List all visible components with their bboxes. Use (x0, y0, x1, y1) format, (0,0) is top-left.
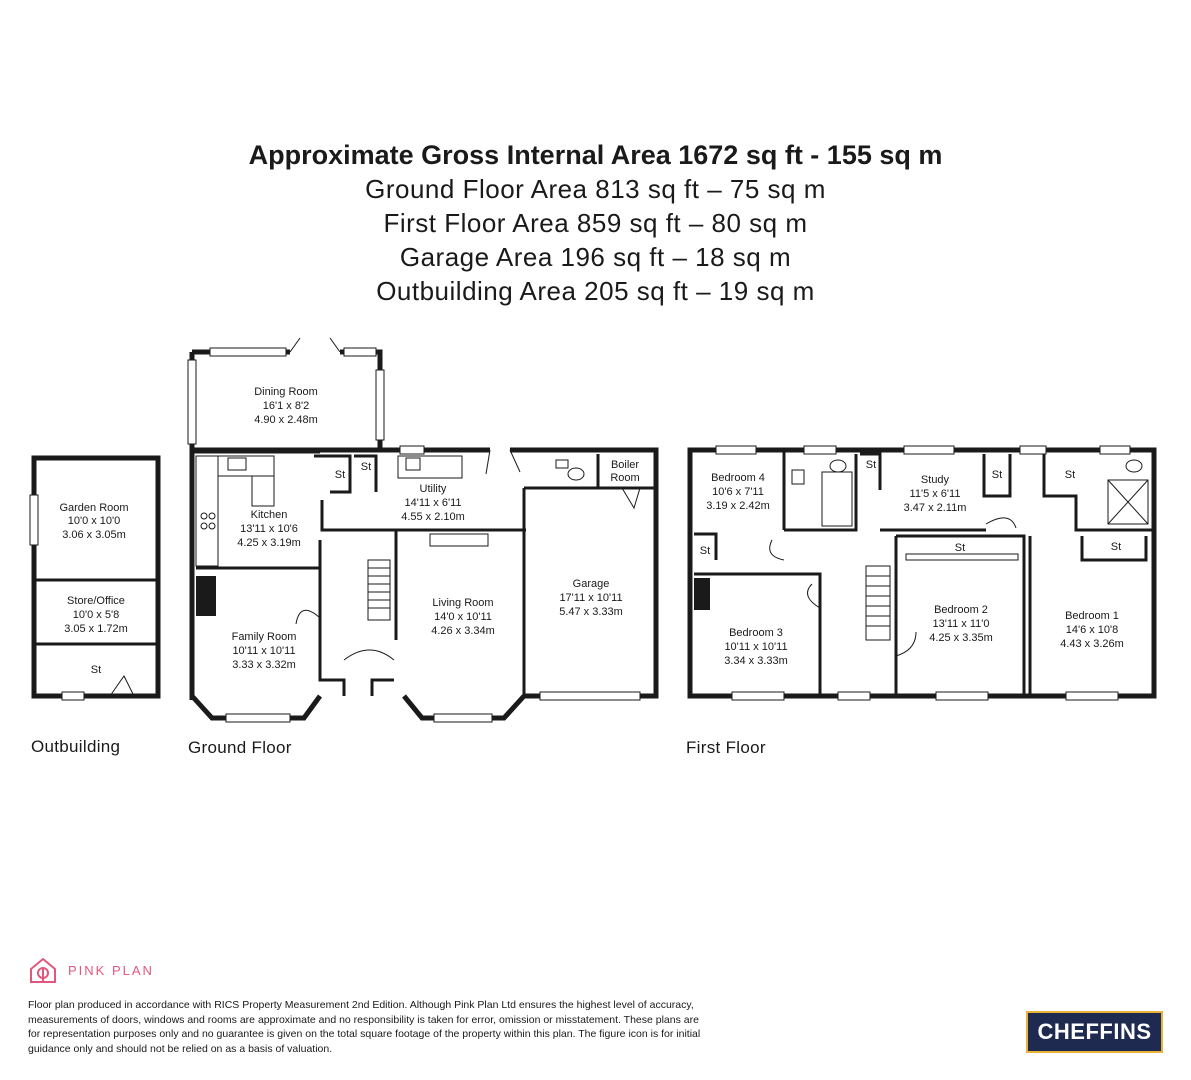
bedroom4-imperial: 10'6 x 7'11 (712, 486, 764, 498)
living-room-imperial: 14'0 x 10'11 (434, 611, 492, 623)
stair-treads (866, 576, 890, 626)
ground-floor-area: Ground Floor Area 813 sq ft – 75 sq m (365, 174, 826, 204)
dining-french-doors (290, 338, 340, 352)
garage-area: Garage Area 196 sq ft – 18 sq m (399, 242, 792, 272)
study-imperial: 11'5 x 6'11 (909, 488, 961, 500)
utility-metric: 4.55 x 2.10m (401, 511, 465, 523)
bedroom1-store-label: St (1110, 541, 1122, 553)
bedroom2-store-label: St (954, 542, 966, 554)
family-room-fireplace (196, 576, 216, 616)
bedroom2-door (896, 632, 916, 656)
ground-floor-label: Ground Floor (188, 738, 292, 757)
bedroom3-chimney (694, 578, 710, 610)
family-room-bay-window (226, 714, 290, 722)
utility-sink (406, 458, 420, 470)
garage-metric: 5.47 x 3.33m (559, 606, 623, 618)
bedroom2-wardrobe (906, 554, 1018, 560)
hob-ring (209, 513, 215, 519)
bedroom4-name: Bedroom 4 (711, 472, 765, 484)
outbuilding-door-swing (110, 676, 134, 696)
bathroom-bath (822, 472, 852, 526)
dining-window (188, 360, 196, 444)
utility-window (400, 446, 424, 454)
outbuilding-outline (34, 458, 158, 696)
disclaimer-text: Floor plan produced in accordance with RICS Property Measurement 2nd Edition. Although Pink Plan Ltd ensures the highest level of accuracy, measurements of doors, windows and rooms are approximate and no responsibility is taken for error, omission or misstatement. These plans are for representation purposes only and no guarantee is given on the total square footage of the property within this plan. The figure icon is for initial guidance only and should not be relied on as a basis of valuation. (28, 999, 701, 1055)
total-area-title: Approximate Gross Internal Area 1672 sq ft - 155 sq m (248, 140, 943, 170)
store-office-imperial: 10'0 x 5'8 (72, 609, 120, 621)
bedroom2-imperial: 13'11 x 11'0 (932, 618, 990, 630)
first-floor-window (732, 692, 784, 700)
hob-ring (201, 513, 207, 519)
ensuite-toilet (1126, 460, 1142, 472)
dining-window (376, 370, 384, 440)
study-name: Study (920, 474, 950, 486)
bedroom3-door (808, 584, 821, 608)
store-office-name: Store/Office (67, 595, 125, 607)
boiler-room-name-2: Room (610, 472, 640, 484)
bedroom1-metric: 4.43 x 3.26m (1060, 638, 1124, 650)
bedroom4-store-label: St (699, 545, 711, 557)
utility-imperial: 14'11 x 6'11 (404, 497, 462, 509)
ensuite-store-label: St (1064, 469, 1076, 481)
boiler-door (622, 488, 640, 508)
garage-name: Garage (572, 578, 610, 590)
kitchen-name: Kitchen (250, 509, 288, 521)
first-floor-store-label: St (865, 459, 877, 471)
family-room-name: Family Room (231, 631, 297, 643)
bathroom-walls (784, 454, 856, 530)
bedroom1-imperial: 14'6 x 10'8 (1065, 624, 1119, 636)
front-door (344, 650, 394, 660)
bedroom4-door (770, 540, 784, 560)
bedroom3-imperial: 10'11 x 10'11 (724, 641, 788, 653)
first-floor-window (936, 692, 988, 700)
outbuilding-label: Outbuilding (31, 737, 121, 756)
pink-plan-house-icon (28, 955, 58, 985)
ground-store-label: St (334, 469, 346, 481)
store-office-metric: 3.05 x 1.72m (64, 623, 128, 635)
utility-worktop (398, 456, 462, 478)
living-room-bay-window (434, 714, 492, 722)
hob-ring (209, 523, 215, 529)
outbuilding-window (62, 692, 84, 700)
garden-room-metric: 3.06 x 3.05m (62, 529, 126, 541)
hob-ring (201, 523, 207, 529)
bedroom1-name: Bedroom 1 (1065, 610, 1119, 622)
garden-room-name: Garden Room (59, 502, 129, 514)
dining-window (344, 348, 376, 356)
first-floor-stairs (866, 566, 890, 640)
first-floor-area: First Floor Area 859 sq ft – 80 sq m (383, 208, 808, 238)
cheffins-logo: CHEFFINS (1026, 1011, 1163, 1053)
garage-imperial: 17'11 x 10'11 (559, 592, 623, 604)
utility-door (486, 450, 520, 474)
wc-toilet (568, 468, 584, 480)
family-room-door (296, 610, 320, 624)
first-floor-window (716, 446, 756, 454)
boiler-room-name: Boiler (610, 459, 640, 471)
kitchen-sink (228, 458, 246, 470)
first-floor-window (904, 446, 954, 454)
first-floor-label: First Floor (686, 738, 766, 757)
pink-plan-name: PINK PLAN (68, 962, 154, 978)
dining-room-name: Dining Room (254, 386, 318, 398)
kitchen-worktop (196, 456, 218, 566)
kitchen-island (252, 476, 274, 506)
ground-stairs (368, 560, 390, 620)
garden-room-imperial: 10'0 x 10'0 (67, 515, 121, 527)
living-room-metric: 4.26 x 3.34m (431, 625, 495, 637)
bathroom-basin (792, 470, 804, 484)
study-store-label: St (991, 469, 1003, 481)
bedroom4-metric: 3.19 x 2.42m (706, 500, 770, 512)
utility-name: Utility (419, 483, 447, 495)
bedroom2-name: Bedroom 2 (934, 604, 988, 616)
family-room-metric: 3.33 x 3.32m (232, 659, 296, 671)
hall-walls (320, 540, 394, 696)
first-floor-window (1020, 446, 1046, 454)
first-floor-window (1100, 446, 1130, 454)
bedroom3-name: Bedroom 3 (729, 627, 783, 639)
outbuilding-window (30, 495, 38, 545)
bedroom2-metric: 4.25 x 3.35m (929, 632, 993, 644)
study-metric: 3.47 x 2.11m (903, 502, 967, 514)
pink-plan-brand (28, 955, 154, 985)
living-room-name: Living Room (432, 597, 494, 609)
bathroom-toilet (830, 460, 846, 472)
living-fireplace (430, 534, 488, 546)
study-door (986, 518, 1016, 528)
wc-basin (556, 460, 568, 468)
ground-store-label: St (360, 461, 372, 473)
first-floor-window (1066, 692, 1118, 700)
first-floor-window (838, 692, 870, 700)
outbuilding-area: Outbuilding Area 205 sq ft – 19 sq m (376, 276, 815, 306)
dining-window (210, 348, 286, 356)
kitchen-imperial: 13'11 x 10'6 (240, 523, 298, 535)
dining-room-imperial: 16'1 x 8'2 (262, 400, 310, 412)
outbuilding-store-label: St (90, 664, 102, 676)
kitchen-metric: 4.25 x 3.19m (237, 537, 301, 549)
stair-treads (368, 568, 390, 608)
first-floor-window (804, 446, 836, 454)
family-room-imperial: 10'11 x 10'11 (232, 645, 296, 657)
bedroom3-metric: 3.34 x 3.33m (724, 655, 788, 667)
garage-door-window (540, 692, 640, 700)
dining-room-metric: 4.90 x 2.48m (254, 414, 318, 426)
